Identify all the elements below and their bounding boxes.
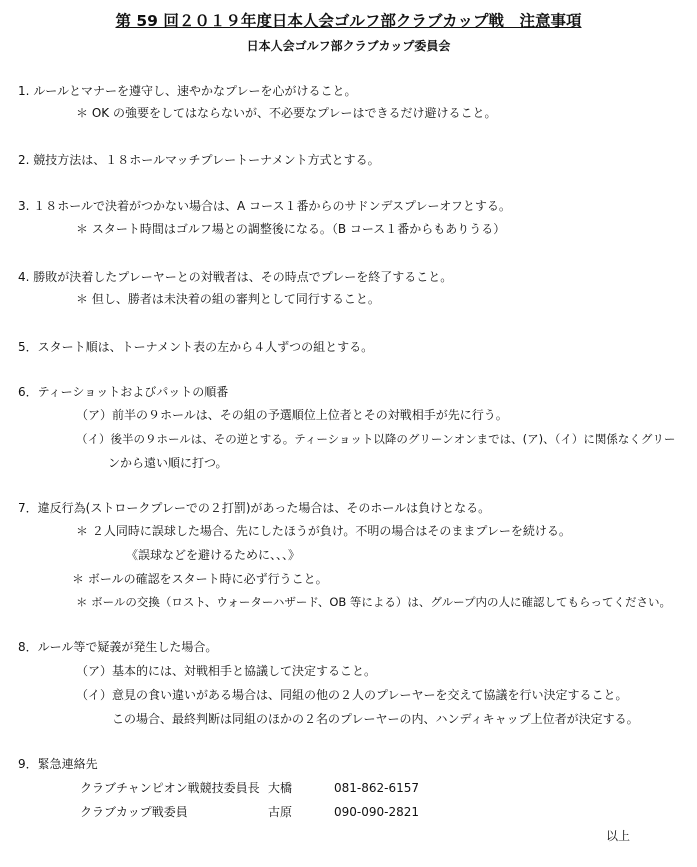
rule-3: 3. １８ホールで決着がつかない場合は、A コース１番からのサドンデスプレーオフとする。 — [18, 199, 511, 213]
contact-role: クラブカップ戦委員 — [80, 805, 188, 819]
rule-6a: （ア）前半の９ホールは、その組の予選順位上位者とその対戦相手が先に行う。 — [76, 408, 508, 422]
contact-name: 大橋 — [268, 781, 293, 795]
document-subtitle: 日本人会ゴルフ部クラブカップ委員会 — [246, 39, 451, 53]
rule-5: 5．スタート順は、トーナメント表の左から４人ずつの組とする。 — [18, 340, 374, 354]
rule-4: 4. 勝敗が決着したプレーヤーとの対戦者は、その時点でプレーを終了すること。 — [18, 270, 453, 284]
rule-4-note: ＊ 但し、勝者は未決着の組の審判として同行すること。 — [76, 292, 380, 306]
rule-6: 6．ティーショットおよびパットの順番 — [18, 385, 229, 399]
rule-8a: （ア）基本的には、対戦相手と協議して決定すること。 — [76, 664, 377, 678]
rule-7-subheading: 《誤球などを避けるために、、、》 — [126, 548, 301, 562]
rule-7-note-3: ＊ ボールの交換（ロスト、ウォーターハザード、OB 等による）は、グループ内の人に確認してもらってください。 — [76, 595, 671, 609]
rule-6b: （イ）後半の９ホールは、その逆とする。ティーショット以降のグリーンオンまでは、(ア)、（イ）に関係なくグリー — [76, 432, 676, 446]
rule-9: 9．緊急連絡先 — [18, 757, 98, 771]
rule-7-note-2: ＊ ボールの確認をスタート時に必ず行うこと。 — [72, 572, 328, 586]
rule-1-note: ＊ OK の強要をしてはならないが、不必要なプレーはできるだけ避けること。 — [76, 106, 497, 120]
contact-name: 古原 — [268, 805, 293, 819]
rule-6b-cont: ンから遠い順に打つ。 — [108, 456, 228, 470]
contact-phone: 090-090-2821 — [334, 805, 420, 819]
rule-2: 2. 競技方法は、１８ホールマッチプレートーナメント方式とする。 — [18, 153, 380, 167]
rule-8b: （イ）意見の食い違いがある場合は、同組の他の２人のプレーヤーを交えて協議を行い決定すること。 — [76, 688, 628, 702]
document-title: 第 59 回２０１９年度日本人会ゴルフ部クラブカップ戦 注意事項 — [115, 12, 582, 30]
rule-1: 1. ルールとマナーを遵守し、速やかなプレーを心がけること。 — [18, 84, 357, 98]
rule-3-note: ＊ スタート時間はゴルフ場との調整後になる。（B コース１番からもありうる） — [76, 222, 506, 236]
contact-phone: 081-862-6157 — [334, 781, 420, 795]
contact-role: クラブチャンピオン戦競技委員長 — [80, 781, 260, 795]
rule-8b-cont: この場合、最終判断は同組のほかの２名のプレーヤーの内、ハンディキャップ上位者が決定する。 — [112, 712, 639, 726]
closing-mark: 以上 — [606, 829, 631, 843]
rule-8: 8．ルール等で疑義が発生した場合。 — [18, 640, 218, 654]
rule-7-note-1: ＊ ２人同時に誤球した場合、先にしたほうが負け。不明の場合はそのままプレーを続ける。 — [76, 524, 571, 538]
rule-7: 7．違反行為(ストロークプレーでの２打罰)があった場合は、そのホールは負けとなる。 — [18, 501, 491, 515]
